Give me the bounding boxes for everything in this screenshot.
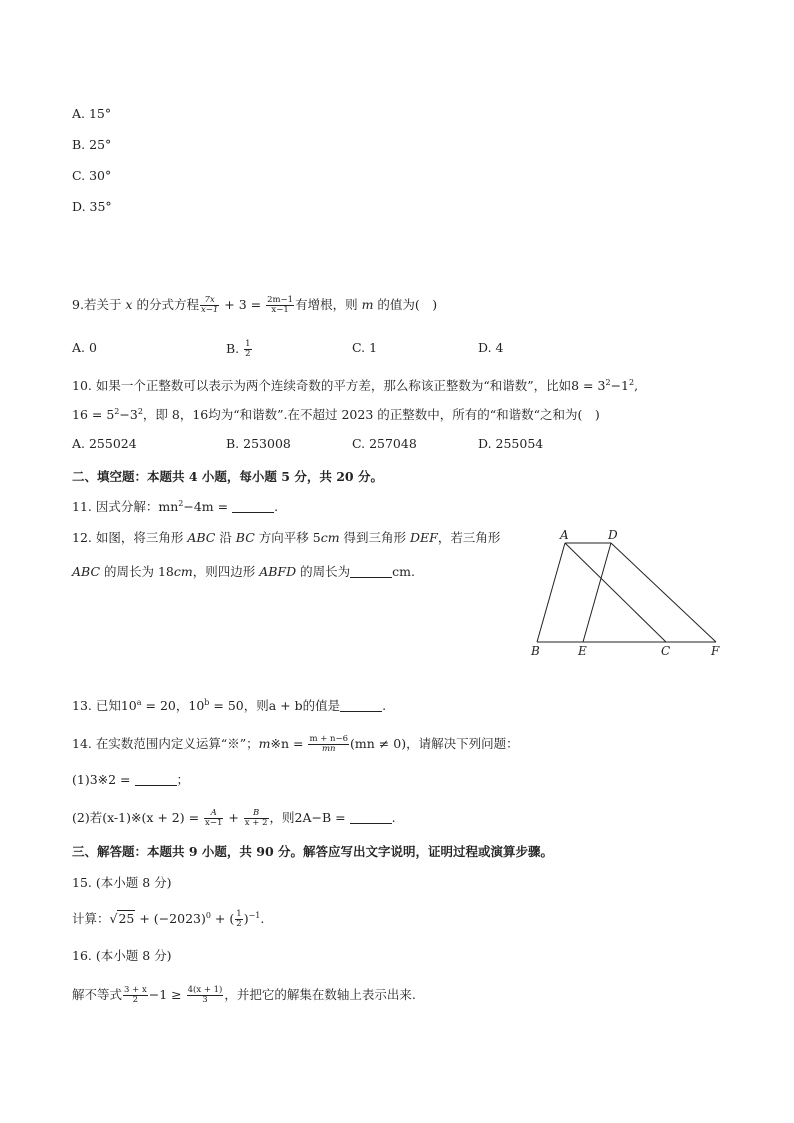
q9-option-d: D. 4: [478, 340, 504, 355]
question-12-line-2: ABC 的周长为 18cm，则四边形 ABFD 的周长为 cm.: [72, 564, 415, 579]
question-12-line-1: 12. 如图，将三角形 ABC 沿 BC 方向平移 5cm 得到三角形 DEF，若三角形: [72, 530, 501, 545]
question-14-part-1: (1)3※2 = ；: [72, 772, 190, 787]
point-label-b: B: [531, 644, 540, 658]
fraction: $\frac{A}{x-1}$: [205, 808, 223, 828]
segment-ab: [537, 543, 565, 642]
fraction: $\frac{1}{2}$: [236, 909, 242, 929]
question-16-title: 16. (本小题 8 分): [72, 948, 172, 963]
prev-option-a: A. 15°: [72, 106, 112, 121]
point-label-e: E: [578, 644, 587, 658]
q10-option-d: D. 255054: [478, 436, 544, 451]
question-10-line-2: $16 = 5^2-3^2$，即 8，16均为“和谐数”.在不超过 2023 的正整数中，所有的“和谐数“之和为( ): [72, 407, 600, 422]
fraction: $\frac{3 + x}{2}$: [124, 985, 147, 1005]
q10-option-a: A. 255024: [72, 436, 137, 451]
translation-figure: [520, 522, 730, 662]
fraction: $\frac{2m-1}{x-1}$: [267, 295, 294, 315]
prev-option-b: B. 25°: [72, 137, 112, 152]
question-10-line-1: 10. 如果一个正整数可以表示为两个连续奇数的平方差，那么称该正整数为“和谐数”，比如$8 = 3^2-1^2$,: [72, 378, 639, 393]
answer-blank[interactable]: [350, 811, 392, 824]
q10-option-b: B. 253008: [226, 436, 291, 451]
q10-option-c: C. 257048: [352, 436, 417, 451]
point-label-f: F: [711, 644, 720, 658]
question-9: 9.若关于 x 的分式方程 $\frac{7x}{x-1}$ + 3 = $\frac{2m-1}{x-1}$ 有增根，则 m 的值为( ): [72, 295, 438, 315]
section-3-heading: 三、解答题：本题共 9 小题，共 90 分。解答应写出文字说明，证明过程或演算步骤。: [72, 844, 554, 859]
q9-option-b: B. $\frac{1}{2}$: [226, 339, 251, 359]
answer-blank[interactable]: [340, 699, 382, 712]
point-label-c: C: [661, 644, 671, 658]
fraction: $\frac{1}{2}$: [245, 339, 251, 359]
segment-de: [583, 543, 611, 642]
answer-blank[interactable]: [232, 500, 274, 513]
question-15-body: 计算：$√25 + (-2023)^0$ + ( $\frac{1}{2}$ )$^{-1}$.: [72, 909, 265, 929]
fraction: $\frac{B}{x + 2}$: [244, 808, 268, 828]
question-15-title: 15. (本小题 8 分): [72, 875, 172, 890]
segment-ac: [565, 543, 666, 642]
q9-option-a: A. 0: [72, 340, 97, 355]
segment-df: [611, 543, 716, 642]
question-16-body: 解不等式 $\frac{3 + x}{2}$ −1 ≥ $\frac{4(x + 1)}{3}$ ，并把它的解集在数轴上表示出来.: [72, 985, 416, 1005]
question-14: 14. 在实数范围内定义运算“※”；m※n = $\frac{m + n-6}{mn}$ (mn ≠ 0)，请解决下列问题：: [72, 734, 519, 754]
question-11: 11. 因式分解：$mn^2-4m$ = .: [72, 499, 279, 514]
fraction: $\frac{7x}{x-1}$: [200, 295, 219, 315]
answer-blank[interactable]: [350, 565, 392, 578]
section-2-heading: 二、填空题：本题共 4 小题，每小题 5 分，共 20 分。: [72, 469, 383, 484]
q9-option-c: C. 1: [352, 340, 378, 355]
fraction: $\frac{4(x + 1)}{3}$: [187, 985, 223, 1005]
question-13: 13. 已知$10^a = 20$，$10^b = 50$，则a + b的值是 .: [72, 698, 387, 713]
answer-blank[interactable]: [135, 773, 177, 786]
point-label-d: D: [608, 528, 618, 542]
question-14-part-2: (2)若(x-1)※(x + 2) = $\frac{A}{x-1}$ + $\frac{B}{x + 2}$ ，则2A−B = .: [72, 808, 396, 828]
prev-option-d: D. 35°: [72, 199, 112, 214]
fraction: $\frac{m + n-6}{mn}$: [309, 734, 349, 754]
point-label-a: A: [560, 528, 569, 542]
square-root: √25: [109, 911, 135, 926]
prev-option-c: C. 30°: [72, 168, 112, 183]
